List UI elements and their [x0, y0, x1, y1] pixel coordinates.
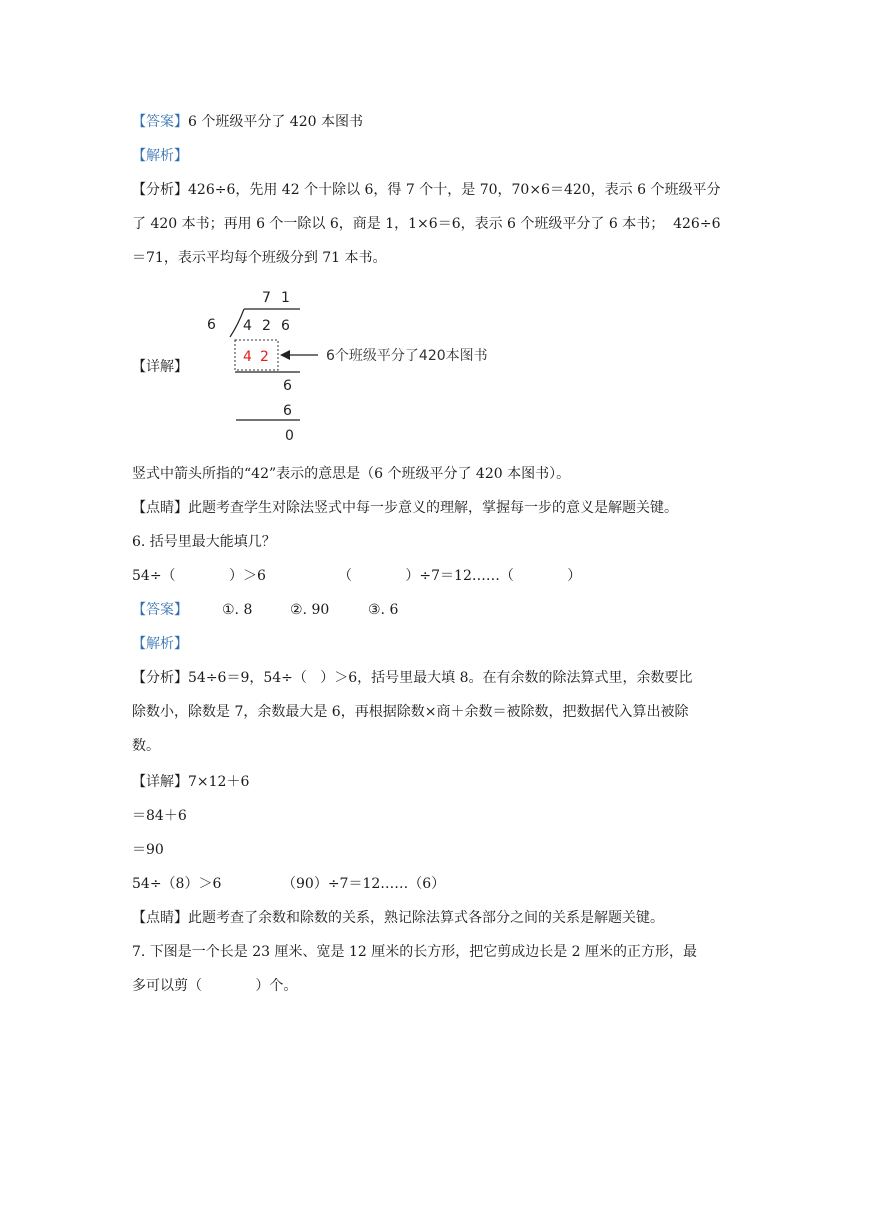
dividend-digit-3: 6: [281, 318, 290, 334]
analysis-tag: 【解析】: [132, 148, 188, 164]
q6-dianjing-line: [132, 908, 664, 928]
q5-fenxi-line-2: 了 420 本书；再用 6 个一除以 6，商是 1，1×6＝6，表示 6 个班级平分了 6 本书； 426÷6: [132, 216, 721, 232]
long-division-figure: [200, 285, 510, 450]
q6-detail-line-3: ＝90: [132, 842, 164, 858]
q6-expr-b: （ ）÷7＝12……（ ）: [338, 568, 582, 584]
q6-detail-4b: （90）÷7＝12……（6）: [282, 876, 446, 892]
step2-bring: 6: [283, 378, 292, 394]
q6-expressions: [132, 566, 581, 586]
dianjing-text: 此题考查了余数和除数的关系，熟记除法算式各部分之间的关系是解题关键。: [188, 910, 664, 926]
highlight-box: [235, 340, 278, 370]
q5-analysis-heading: [132, 146, 188, 166]
q6-detail-line-1: [132, 772, 249, 792]
q6-detail-line-4: [132, 874, 445, 894]
step2-product: 6: [283, 403, 292, 419]
q5-fenxi-line-1: [132, 180, 720, 200]
division-bracket: [230, 309, 244, 337]
q5-dianjing-line: [132, 498, 678, 518]
q6-detail-line-2: ＝84＋6: [132, 808, 187, 824]
step1-digit-2: 2: [260, 349, 269, 365]
answer-tag: 【答案】: [132, 602, 188, 618]
q6-detail-4a: 54÷（8）＞6: [132, 876, 222, 892]
q5-after-figure: 竖式中箭头所指的“42”表示的意思是（6 个班级平分了 420 本图书）。: [132, 466, 571, 482]
fenxi-text-1: 426÷6，先用 42 个十除以 6，得 7 个十，是 70，70×6＝420，表示 6 个班级平分: [188, 182, 721, 198]
q6-fenxi-line-2: 除数小，除数是 7，余数最大是 6，再根据除数×商＋余数＝被除数，把数据代入算出被除: [132, 704, 689, 720]
arrow-note: 6个班级平分了420本图书: [326, 348, 488, 364]
analysis-tag: 【解析】: [132, 636, 188, 652]
arrow-head: [280, 350, 290, 360]
quotient-digit-2: 1: [281, 290, 290, 306]
fenxi-tag: 【分析】: [132, 670, 188, 686]
answer-tag: 【答案】: [132, 114, 188, 130]
q6-fenxi-line-3: 数。: [132, 738, 160, 754]
dianjing-tag: 【点睛】: [132, 500, 188, 516]
q5-detail-tag: 【详解】: [132, 359, 188, 375]
q5-fenxi-line-3: ＝71，表示平均每个班级分到 71 本书。: [132, 250, 387, 266]
fenxi-tag: 【分析】: [132, 182, 188, 198]
dianjing-text: 此题考查学生对除法竖式中每一步意义的理解，掌握每一步的意义是解题关键。: [188, 500, 678, 516]
divisor: 6: [207, 317, 216, 333]
fenxi-text-1: 54÷6＝9，54÷（ ）＞6，括号里最大填 8。在有余数的除法算式里，余数要比: [188, 670, 693, 686]
q5-answer-line: [132, 112, 363, 132]
detail-tag: 【详解】: [132, 774, 188, 790]
quotient-digit-1: 7: [262, 290, 271, 306]
q6-answer-1: ①. 8: [222, 602, 253, 618]
answer-text: 6 个班级平分了 420 本图书: [188, 114, 363, 130]
dianjing-tag: 【点睛】: [132, 910, 188, 926]
remainder: 0: [285, 428, 294, 444]
q7-line-1: 7. 下图是一个长是 23 厘米、宽是 12 厘米的长方形，把它剪成边长是 2 厘米的正方形，最: [132, 944, 698, 960]
q6-title: 6. 括号里最大能填几？: [132, 534, 276, 550]
q6-expr-a: 54÷（ ）＞6: [132, 568, 266, 584]
detail-text-1: 7×12＋6: [188, 774, 250, 790]
dividend-digit-2: 2: [262, 318, 271, 334]
q6-analysis-heading: [132, 634, 188, 654]
q6-answer-3: ③. 6: [368, 602, 399, 618]
q6-answer-2: ②. 90: [290, 602, 330, 618]
q6-answer-line: [132, 600, 398, 620]
q7-line-2: 多可以剪（ ）个。: [132, 978, 298, 994]
step1-digit-1: 4: [243, 349, 252, 365]
dividend-digit-1: 4: [243, 318, 252, 334]
q6-fenxi-line-1: [132, 668, 693, 688]
